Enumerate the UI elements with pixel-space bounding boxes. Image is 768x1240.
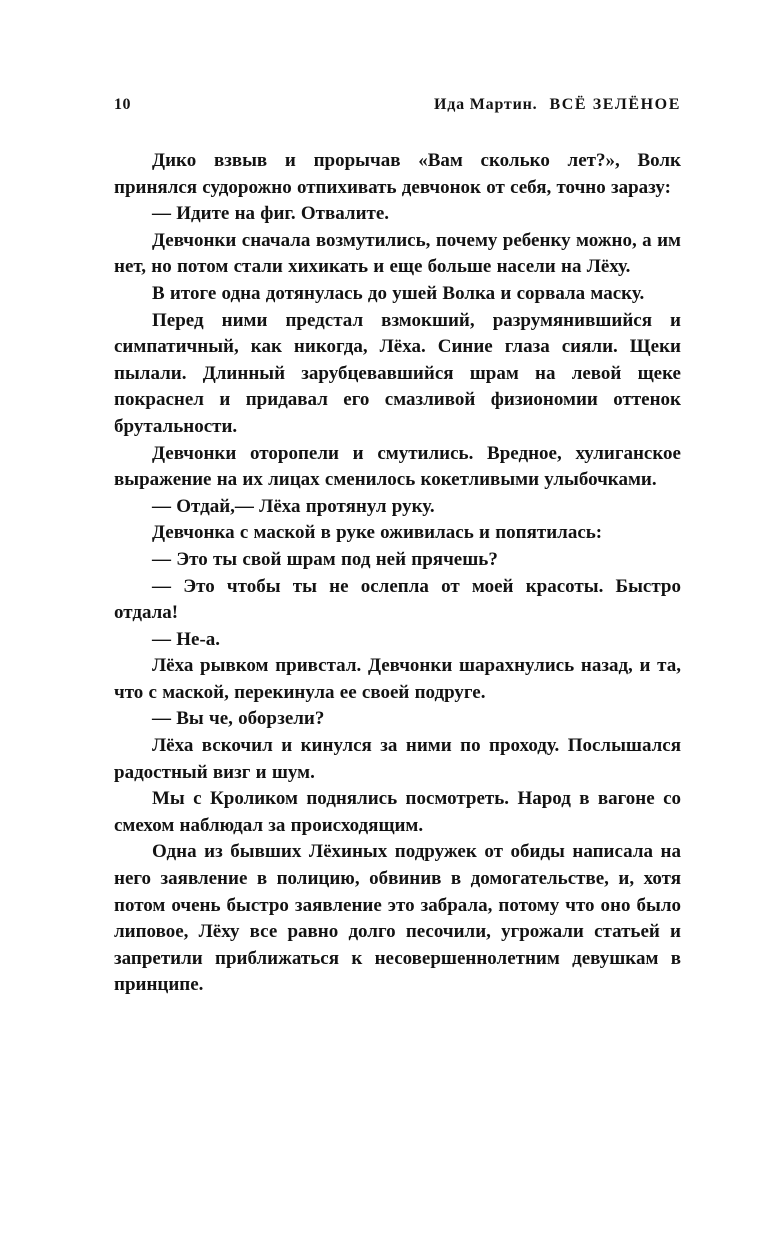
running-title-author: Ида Мартин.	[434, 96, 538, 113]
paragraph-dialogue: — Не-а.	[152, 628, 221, 650]
paragraph: В итоге одна дотянулась до ушей Волка и сорвала маску.	[152, 282, 645, 304]
running-title	[434, 95, 681, 115]
page-body	[114, 148, 681, 999]
paragraph: Лёха рывком привстал. Девчонки шарахнулись назад, и та, что с маской, перекинула ее своей подруге.	[114, 655, 681, 703]
running-title-book: ВСЁ ЗЕЛЁНОЕ	[549, 96, 681, 113]
paragraph: Одна из бывших Лёхиных подружек от обиды написала на него заявление в полицию, обвинив в домогательстве, и, хотя потом очень быстро заявление это забрала, потому что оно было липовое, Лёху все равно долго песочили, угрожали статьей и запретили приближаться к несовершеннолетним девушкам в принципе.	[114, 841, 681, 996]
paragraph: Девчонки оторопели и смутились. Вредное, хулиганское выражение на их лицах сменилось кокетливыми улыбочками.	[114, 442, 681, 491]
paragraph-dialogue: — Вы че, оборзели?	[152, 708, 325, 730]
page-number: 10	[114, 96, 131, 113]
paragraph-dialogue: — Идите на фиг. Отвалите.	[152, 203, 390, 225]
paragraph-dialogue: — Это чтобы ты не ослепла от моей красоты. Быстро отдала!	[114, 575, 681, 624]
paragraph: Перед ними предстал взмокший, разрумянившийся и симпатичный, как никогда, Лёха. Синие глаза сияли. Щеки пылали. Длинный зарубцевавшийся шрам на левой щеке покраснел и придавал его смазливой физиономии оттенок брутальности.	[114, 309, 681, 437]
paragraph: Мы с Кроликом поднялись посмотреть. Народ в вагоне со смехом наблюдал за происходящим.	[114, 788, 681, 836]
paragraph: Дико взвыв и прорычав «Вам сколько лет?», Волк принялся судорожно отпихивать девчонок от себя, точно заразу:	[114, 150, 681, 198]
paragraph: Лёха вскочил и кинулся за ними по проходу. Послышался радостный визг и шум.	[114, 735, 681, 783]
running-title-spacer	[541, 96, 545, 113]
paragraph: Девчонка с маской в руке оживилась и попятилась:	[152, 522, 603, 544]
paragraph-dialogue: — Отдай,— Лёха протянул руку.	[152, 495, 435, 517]
running-header	[114, 95, 681, 115]
paragraph: Девчонки сначала возмутились, почему ребенку можно, а им нет, но потом стали хихикать и еще больше насели на Лёху.	[114, 229, 681, 278]
paragraph-dialogue: — Это ты свой шрам под ней прячешь?	[152, 548, 498, 570]
